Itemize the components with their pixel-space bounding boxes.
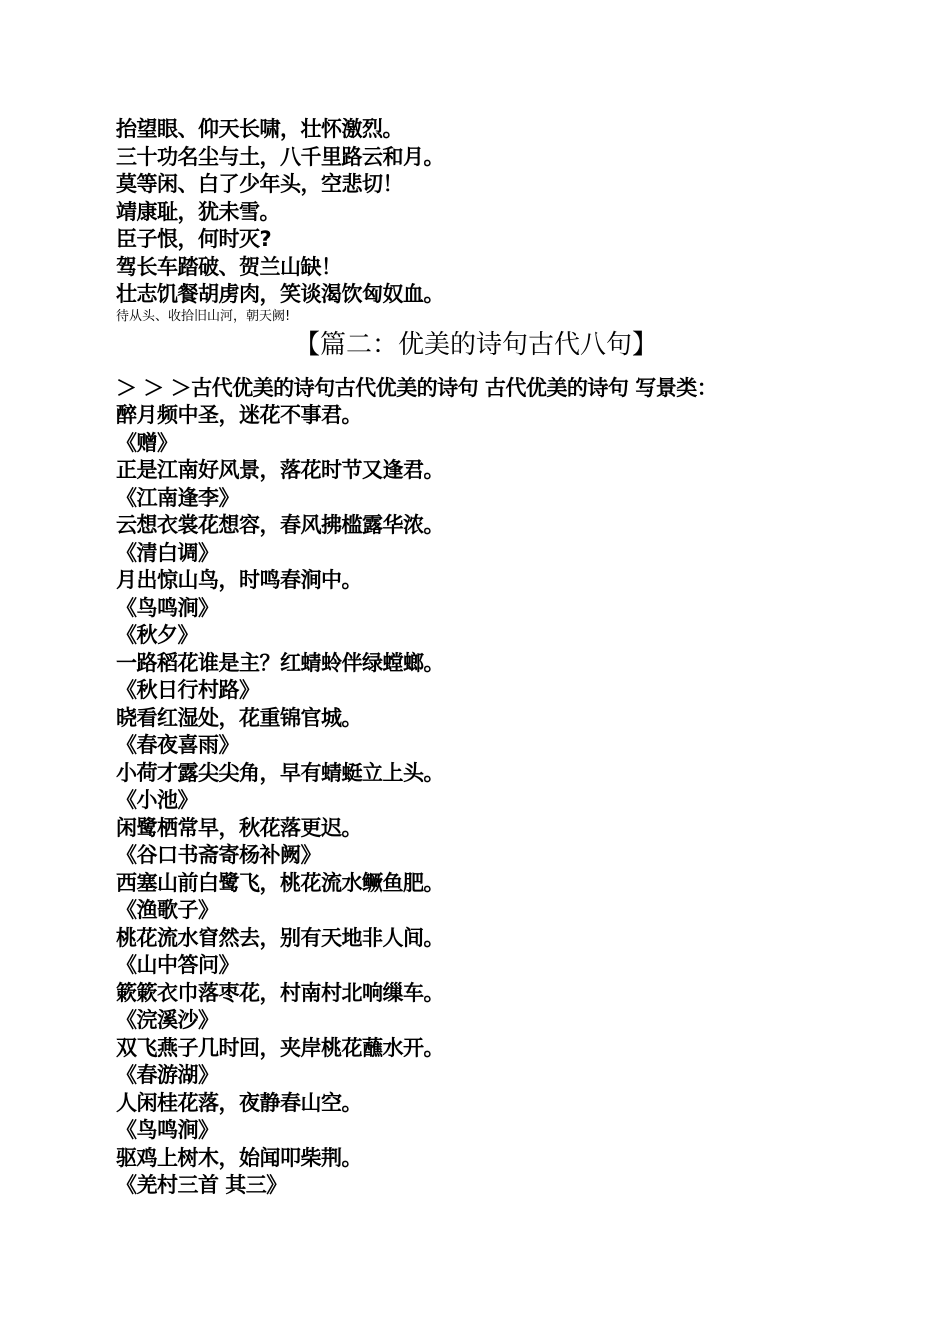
verse-line: 人闲桂花落，夜静春山空。	[116, 1090, 362, 1115]
verse-source: 《渔歌子》	[116, 898, 219, 922]
verse-line: 正是江南好风景，落花时节又逢君。	[116, 458, 444, 482]
verse-source: 《鸟鸣涧》	[116, 595, 219, 620]
verse-line: 小荷才露尖尖角，早有蜻蜓立上头。	[116, 760, 444, 785]
verse-source: 《山中答问》	[116, 953, 239, 977]
verse-source: 《清白调》	[116, 540, 219, 565]
poem-line: 驾长车踏破、贺兰山缺！	[116, 254, 342, 279]
spacer	[116, 365, 836, 375]
verse-line: 驱鸡上树木，始闻叩柴荆。	[116, 1145, 362, 1170]
verse-source: 《小池》	[116, 788, 198, 812]
verse-source: 《浣溪沙》	[116, 1008, 219, 1032]
verse-source: 《谷口书斋寄杨补阙》	[116, 843, 321, 867]
verse-source: 《羌村三首 其三》	[116, 1173, 287, 1197]
verse-source: 《秋夕》	[116, 623, 198, 647]
poem-line: 壮志饥餐胡虏肉，笑谈渴饮匈奴血。	[116, 282, 444, 306]
verse-line: 簌簌衣巾落枣花，村南村北响缫车。	[116, 980, 444, 1005]
verse-source: 《秋日行村路》	[116, 678, 260, 702]
verse-line: 双飞燕子几时回，夹岸桃花蘸水开。	[116, 1035, 444, 1060]
document-page	[116, 116, 836, 1200]
section-verses	[116, 375, 836, 1200]
verse-line: 西塞山前白鹭飞，桃花流水鳜鱼肥。	[116, 870, 444, 895]
verse-source: 《赠》	[116, 430, 178, 455]
poem-line: 莫等闲、白了少年头，空悲切！	[116, 172, 403, 196]
verse-line: 晓看红湿处，花重锦官城。	[116, 705, 362, 730]
section-intro: ＞ ＞ ＞古代优美的诗句古代优美的诗句 古代优美的诗句 写景类：	[116, 375, 718, 400]
verse-line: 月出惊山鸟，时鸣春涧中。	[116, 568, 362, 592]
verse-source: 《江南逢李》	[116, 485, 239, 510]
verse-line: 醉月频中圣，迷花不事君。	[116, 403, 362, 427]
poem-line: 臣子恨，何时灭?	[116, 227, 272, 251]
verse-line: 桃花流水窅然去，别有天地非人间。	[116, 925, 444, 950]
verse-line: 云想衣裳花想容，春风拂槛露华浓。	[116, 513, 444, 537]
poem-line: 三十功名尘与土，八千里路云和月。	[116, 144, 444, 169]
section-heading: 【篇二：优美的诗句古代八句】	[293, 329, 658, 360]
verse-line: 一路稻花谁是主？红蜻蛉伴绿螳螂。	[116, 650, 444, 675]
verse-line: 闲鹭栖常早，秋花落更迟。	[116, 815, 362, 840]
section-poem	[116, 116, 836, 325]
poem-closing-line: 待从头、收拾旧山河，朝天阙!	[116, 308, 291, 324]
poem-line: 抬望眼、仰天长啸，壮怀激烈。	[116, 117, 403, 141]
poem-line: 靖康耻，犹未雪。	[116, 199, 280, 224]
verse-source: 《鸟鸣涧》	[116, 1118, 219, 1142]
verse-source: 《春游湖》	[116, 1063, 219, 1087]
verse-source: 《春夜喜雨》	[116, 733, 239, 757]
